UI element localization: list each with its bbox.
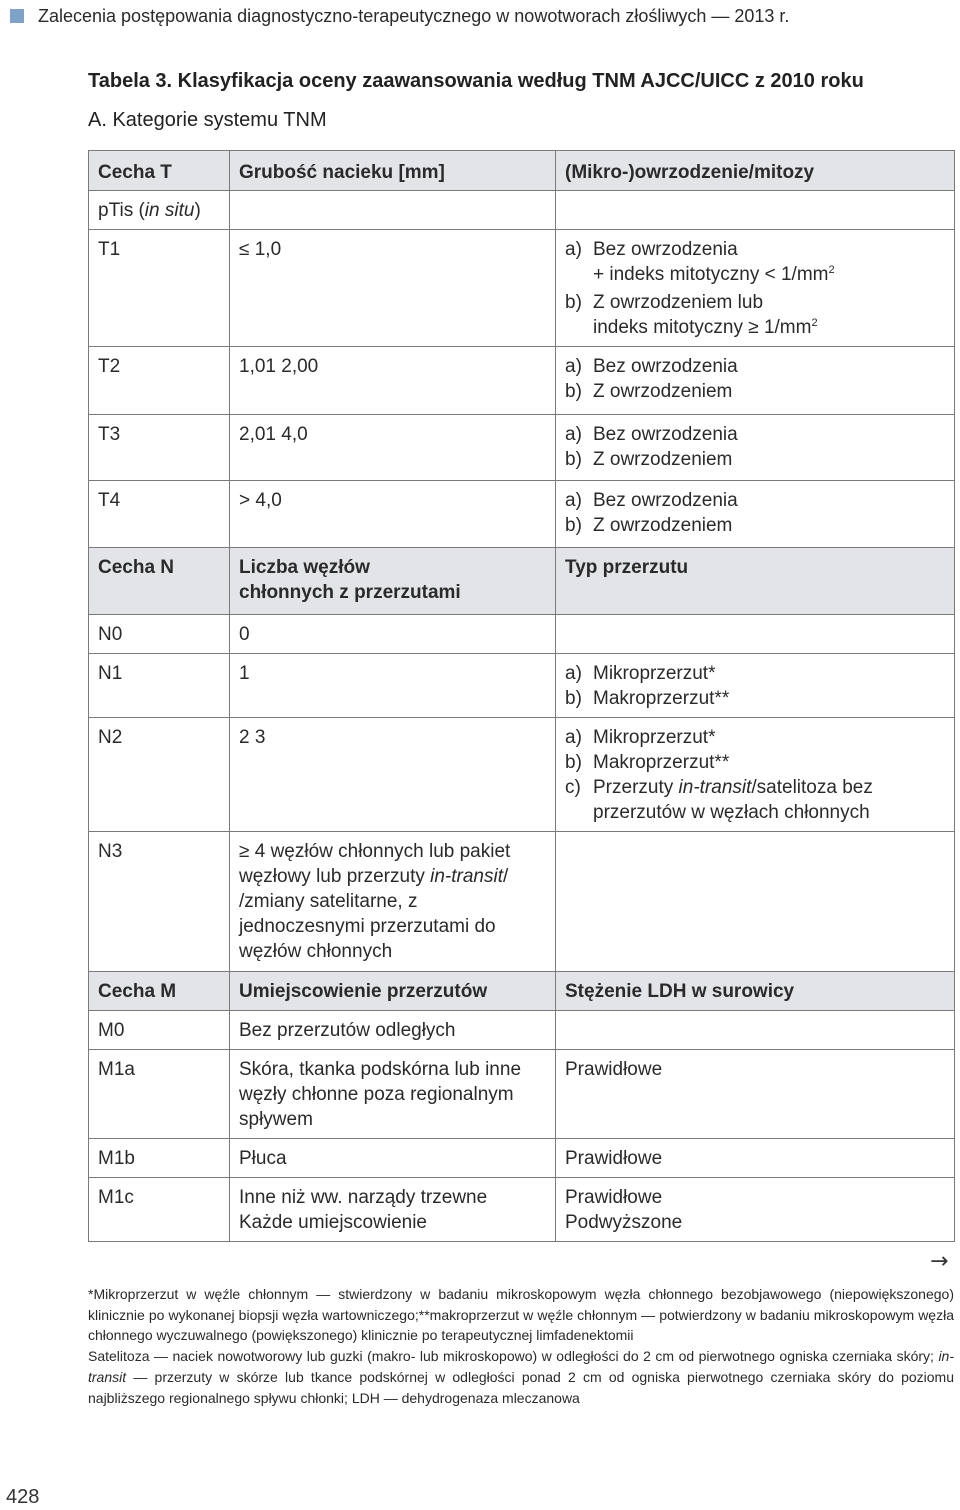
header-cell: Cecha M — [89, 972, 230, 1011]
table-row — [89, 230, 955, 347]
table-row — [89, 1178, 955, 1242]
header-cell: Grubość nacieku [mm] — [230, 151, 556, 191]
header-cell: Typ przerzutu — [556, 548, 955, 615]
metastasis-type-cell: a) Mikroprzerzut* b) Makroprzerzut** c) Przerzuty in-transit/satelitoza bez przerzutów w węzłach chłonnych — [556, 718, 955, 832]
ulceration-cell: a) Bez owrzodzenia + indeks mitotyczny < $1/mm^2$ b) Z owrzodzeniem lub indeks mitotyczny ≥ $1/mm^2$ — [556, 230, 955, 347]
thickness-cell: ≤ 1,0 — [230, 230, 556, 347]
m-header-row — [89, 972, 955, 1011]
count-cell: 0 — [230, 615, 556, 654]
category-cell: pTis (in situ) — [89, 191, 230, 230]
category-cell: N2 — [89, 718, 230, 832]
category-cell: T2 — [89, 347, 230, 415]
category-cell: N3 — [89, 832, 230, 972]
site-cell: Płuca — [230, 1139, 556, 1178]
category-cell: N1 — [89, 654, 230, 718]
category-cell: T3 — [89, 415, 230, 481]
continue-arrow-icon: → — [930, 1249, 949, 1274]
ldh-cell: Prawidłowe — [556, 1139, 955, 1178]
empty-cell — [556, 191, 955, 230]
footnote: Satelitoza — naciek nowotworowy lub guzki (makro- lub mikroskopowo) w odległości do 2 cm od pierwotnego ogniska czerniaka skóry; in-transit — przerzuty w skórze lub tkance podskórnej w odległości ponad 2 cm od ogniska pierwotnego czerniaka skóry do poziomu najbliższego regionalnego spływu chłonki; LDH — dehydrogenaza mleczanowa — [88, 1348, 954, 1406]
ldh-cell — [556, 1011, 955, 1050]
footnote: *Mikroprzerzut w węźle chłonnym — stwierdzony w badaniu mikroskopowym węzła chłonnego bezobjawowego (niepowiększonego) klinicznie po wykonanej biopsji węzła wartowniczego;**makroprzerzut w węźle chłonnym — potwierdzony w badaniu mikroskopowym węzła chłonnego wyczuwalnego (powiększonego) klinicznie po terapeutycznej limfadenektomii — [88, 1286, 954, 1344]
accent-square — [10, 9, 24, 23]
count-cell: 2 3 — [230, 718, 556, 832]
table-row — [89, 718, 955, 832]
category-cell: M0 — [89, 1011, 230, 1050]
footnotes — [88, 1284, 954, 1408]
ldh-cell: Prawidłowe — [556, 1050, 955, 1139]
thickness-cell: 1,01 2,00 — [230, 347, 556, 415]
table-row — [89, 1011, 955, 1050]
thickness-cell: 2,01 4,0 — [230, 415, 556, 481]
category-cell: M1a — [89, 1050, 230, 1139]
category-cell: T4 — [89, 481, 230, 548]
header-cell: (Mikro-)owrzodzenie/mitozy — [556, 151, 955, 191]
table-row — [89, 347, 955, 415]
running-head — [10, 4, 950, 28]
n-header-row — [89, 548, 955, 615]
table-row — [89, 481, 955, 548]
empty-cell — [556, 615, 955, 654]
header-cell: Stężenie LDH w surowicy — [556, 972, 955, 1011]
table-subtitle: A. Kategorie systemu TNM — [88, 109, 327, 131]
count-cell: 1 — [230, 654, 556, 718]
ldh-cell: Prawidłowe Podwyższone — [556, 1178, 955, 1242]
thickness-cell: > 4,0 — [230, 481, 556, 548]
page-number: 428 — [6, 1486, 40, 1508]
category-cell: T1 — [89, 230, 230, 347]
leq-icon: ≤ — [239, 239, 250, 260]
ulceration-cell: a) Bez owrzodzenia b) Z owrzodzeniem — [556, 415, 955, 481]
category-cell: M1b — [89, 1139, 230, 1178]
geq-icon: ≥ — [748, 317, 759, 338]
table-title: Tabela 3. Klasyfikacja oceny zaawansowania według TNM AJCC/UICC z 2010 roku — [88, 70, 864, 92]
table-row — [89, 191, 955, 230]
geq-icon: ≥ — [239, 841, 250, 862]
site-cell: Inne niż ww. narządy trzewne Każde umiejscowienie — [230, 1178, 556, 1242]
metastasis-type-cell: a) Mikroprzerzut* b) Makroprzerzut** — [556, 654, 955, 718]
header-cell: Umiejscowienie przerzutów — [230, 972, 556, 1011]
table-row — [89, 1050, 955, 1139]
category-cell: N0 — [89, 615, 230, 654]
header-cell: Liczba węzłów chłonnych z przerzutami — [230, 548, 556, 615]
empty-cell — [556, 832, 955, 972]
category-cell: M1c — [89, 1178, 230, 1242]
header-cell: Cecha N — [89, 548, 230, 615]
ulceration-cell: a) Bez owrzodzenia b) Z owrzodzeniem — [556, 481, 955, 548]
tnm-table — [88, 150, 955, 1242]
site-cell: Bez przerzutów odległych — [230, 1011, 556, 1050]
ulceration-cell: a) Bez owrzodzenia b) Z owrzodzeniem — [556, 347, 955, 415]
table-row — [89, 654, 955, 718]
table-row — [89, 615, 955, 654]
header-cell: Cecha T — [89, 151, 230, 191]
table-row — [89, 1139, 955, 1178]
site-cell: Skóra, tkanka podskórna lub inne węzły chłonne poza regionalnym spływem — [230, 1050, 556, 1139]
t-header-row — [89, 151, 955, 191]
count-cell: ≥ 4 węzłów chłonnych lub pakiet węzłowy lub przerzuty in-transit/ /zmiany satelitarne, z jednoczesnymi przerzutami do węzłów chłonnych — [230, 832, 556, 972]
table-row — [89, 832, 955, 972]
empty-cell — [230, 191, 556, 230]
table-row — [89, 415, 955, 481]
running-head-text: Zalecenia postępowania diagnostyczno-terapeutycznego w nowotworach złośliwych — 2013 r. — [38, 5, 790, 26]
